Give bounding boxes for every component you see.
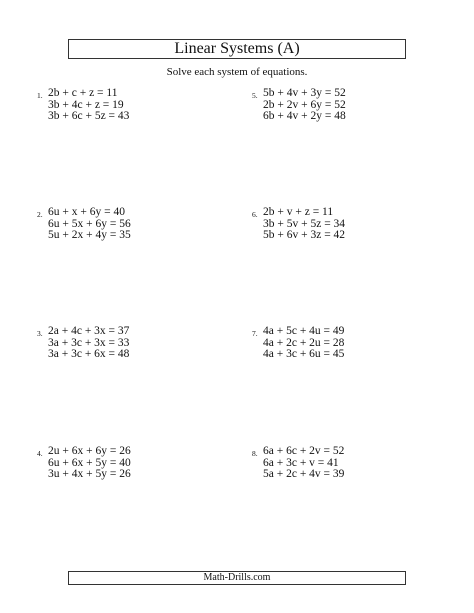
equation: 3a + 3c + 3x = 33 — [48, 336, 130, 349]
equation: 3b + 4c + z = 19 — [48, 98, 124, 111]
equation-list — [48, 446, 131, 481]
equation-list — [263, 207, 345, 242]
equation: 5a + 2c + 4v = 39 — [263, 468, 345, 480]
equation: 2b + v + z = 11 — [263, 206, 334, 218]
equation: 6u + 6x + 5y = 40 — [48, 456, 131, 469]
equation-list — [48, 207, 131, 242]
equation-list — [263, 326, 344, 361]
equation: 2b + 2v + 6y = 52 — [263, 98, 346, 111]
problem-number: 3. — [37, 329, 43, 338]
equation: 5b + 6v + 3z = 42 — [263, 229, 346, 241]
equation-list — [48, 326, 129, 361]
problem-number: 1. — [37, 91, 43, 100]
problem-number: 8. — [252, 449, 258, 458]
equation: 6u + x + 6y = 40 — [48, 206, 125, 218]
equation-list — [263, 88, 346, 123]
equation: 6u + 5x + 6y = 56 — [48, 217, 131, 230]
equation-list — [48, 88, 129, 123]
problem-number: 6. — [252, 210, 258, 219]
problem-number: 2. — [37, 210, 43, 219]
equation: 6a + 3c + v = 41 — [263, 456, 339, 469]
worksheet-title: Linear Systems (A) — [68, 39, 406, 59]
problem-number: 4. — [37, 449, 43, 458]
equation: 2a + 4c + 3x = 37 — [48, 325, 130, 337]
equation: 5b + 4v + 3y = 52 — [263, 87, 346, 99]
equation: 5u + 2x + 4y = 35 — [48, 229, 131, 241]
instructions: Solve each system of equations. — [166, 66, 308, 78]
equation: 4a + 5c + 4u = 49 — [263, 325, 345, 337]
equation: 6b + 4v + 2y = 48 — [263, 110, 346, 122]
equation: 2u + 6x + 6y = 26 — [48, 445, 131, 457]
equation-list — [263, 446, 344, 481]
problem-number: 5. — [252, 91, 258, 100]
equation: 6a + 6c + 2v = 52 — [263, 445, 345, 457]
footer-site-name: Math-Drills.com — [68, 571, 406, 585]
equation: 3a + 3c + 6x = 48 — [48, 348, 130, 360]
equation: 4a + 2c + 2u = 28 — [263, 336, 345, 349]
equation: 3b + 5v + 5z = 34 — [263, 217, 346, 230]
equation: 3u + 4x + 5y = 26 — [48, 468, 131, 480]
problem-number: 7. — [252, 329, 258, 338]
equation: 2b + c + z = 11 — [48, 87, 118, 99]
equation: 4a + 3c + 6u = 45 — [263, 348, 345, 360]
equation: 3b + 6c + 5z = 43 — [48, 110, 130, 122]
